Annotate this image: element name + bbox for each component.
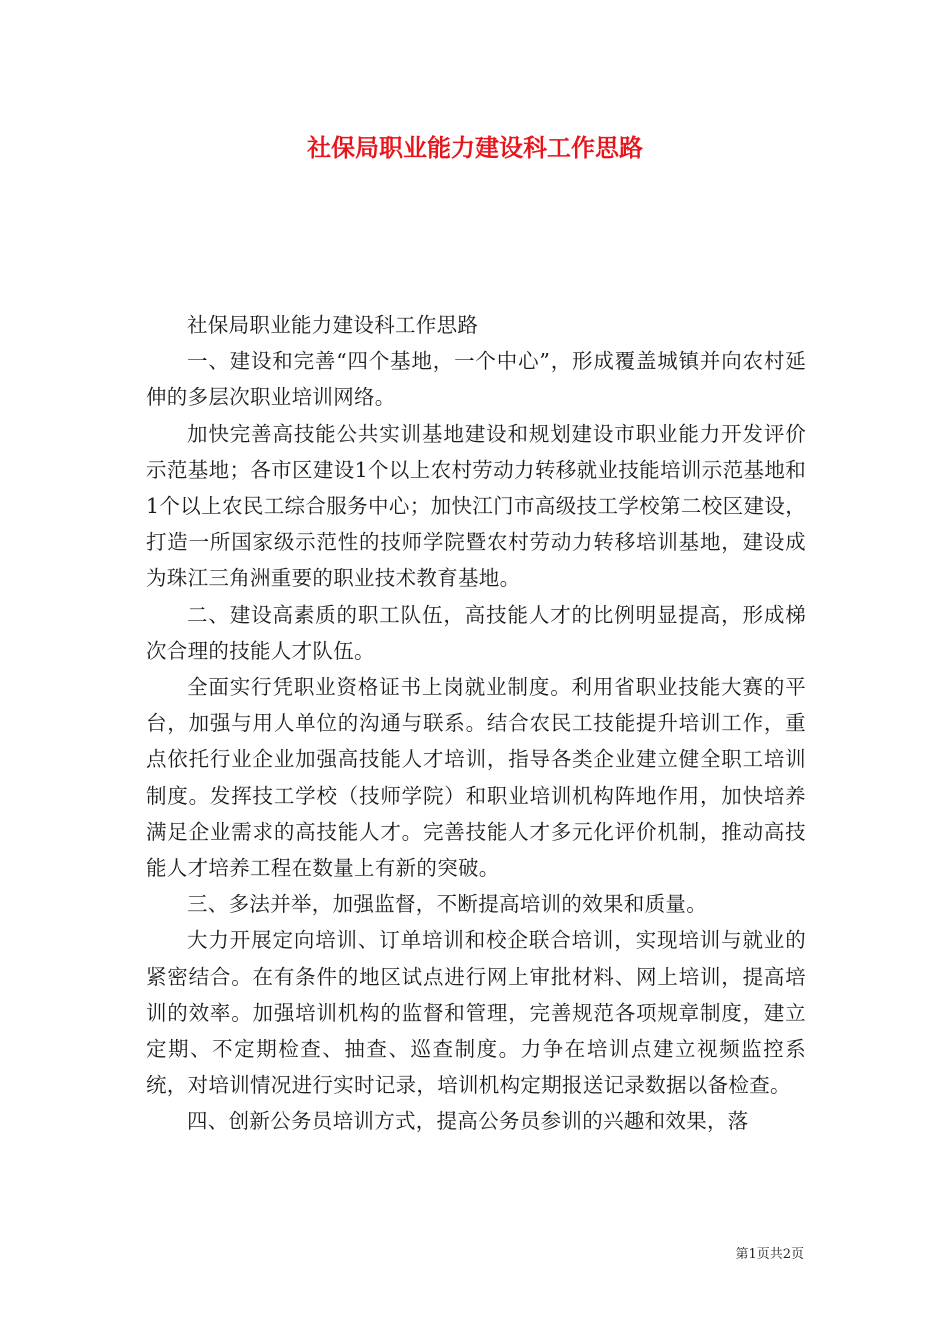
page-number: 第1页共2页 (735, 1247, 804, 1262)
paragraph-section-2: 二、建设高素质的职工队伍，高技能人才的比例明显提高，形成梯次合理的技能人才队伍。 (146, 602, 806, 663)
paragraph-section-2-detail: 全面实行凭职业资格证书上岗就业制度。利用省职业技能大赛的平台，加强与用人单位的沟通与联系。结合农民工技能提升培训工作，重点依托行业企业加强高技能人才培训，指导各类企业建立健全职工培训制度。发挥技工学校（技师学院）和职业培训机构阵地作用，加快培养满足企业需求的高技能人才。完善技能人才多元化评价机制，推动高技能人才培养工程在数量上有新的突破。 (146, 675, 806, 881)
paragraph-section-4: 四、创新公务员培训方式，提高公务员参训的兴趣和效果，落 (187, 1109, 749, 1134)
document-body (146, 307, 806, 1140)
paragraph-section-1: 一、建设和完善“四个基地，一个中心”，形成覆盖城镇并向农村延伸的多层次职业培训网络。 (146, 349, 806, 410)
paragraph-section-1-detail: 加快完善高技能公共实训基地建设和规划建设市职业能力开发评价示范基地；各市区建设1个以上农村劳动力转移就业技能培训示范基地和1个以上农民工综合服务中心；加快江门市高级技工学校第二校区建设，打造一所国家级示范性的技师学院暨农村劳动力转移培训基地，建设成为珠江三角洲重要的职业技术教育基地。 (146, 421, 806, 591)
paragraph-section-3-detail: 大力开展定向培训、订单培训和校企联合培训，实现培训与就业的紧密结合。在有条件的地区试点进行网上审批材料、网上培训，提高培训的效率。加强培训机构的监督和管理，完善规范各项规章制度，建立定期、不定期检查、抽查、巡查制度。力争在培训点建立视频监控系统，对培训情况进行实时记录，培训机构定期报送记录数据以备检查。 (146, 928, 806, 1098)
document-title: 社保局职业能力建设科工作思路 (307, 133, 643, 162)
paragraph-section-3: 三、多法并举，加强监督，不断提高培训的效果和质量。 (187, 892, 707, 917)
paragraph-heading: 社保局职业能力建设科工作思路 (187, 313, 479, 337)
